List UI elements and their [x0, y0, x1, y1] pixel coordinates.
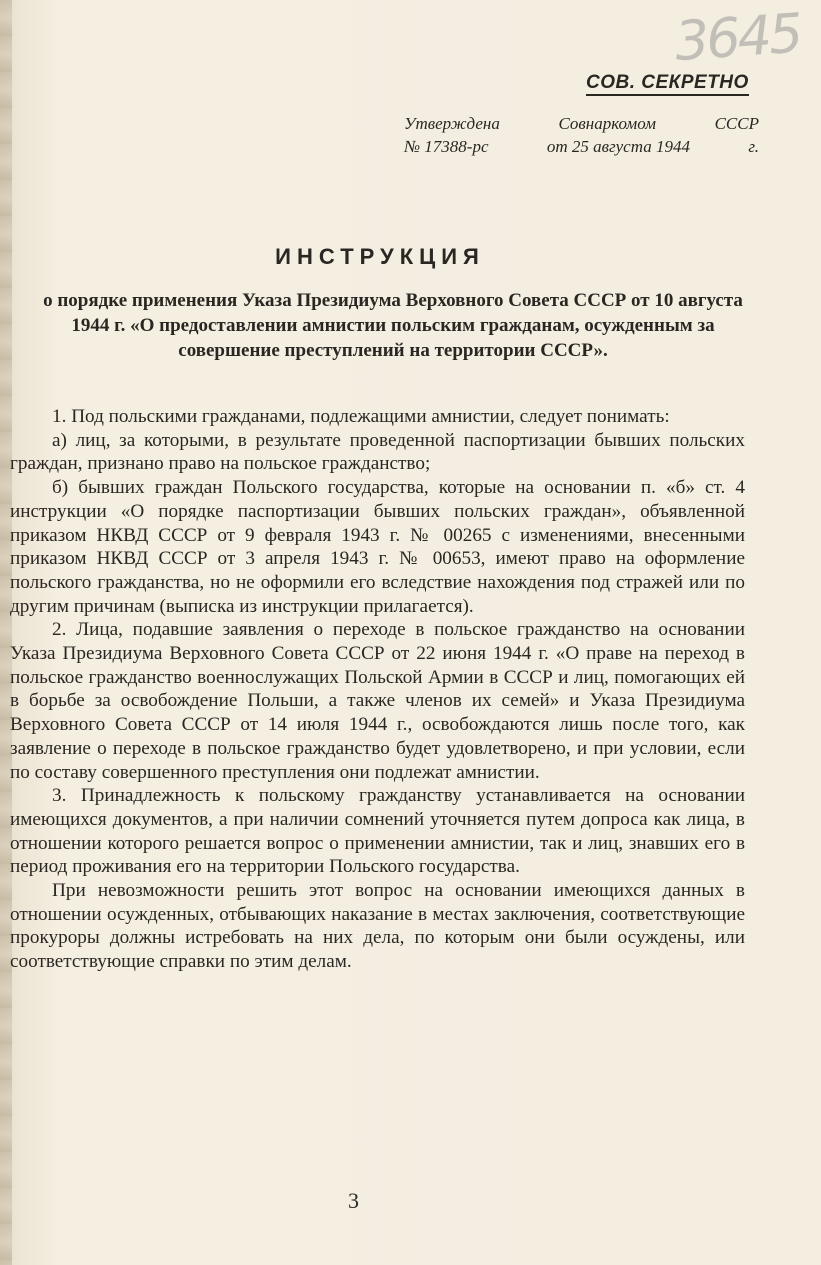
approval-year-suffix: г.: [748, 137, 759, 156]
document-title: ИНСТРУКЦИЯ: [275, 244, 485, 269]
handwritten-archive-number: 3645: [672, 1, 803, 74]
approval-word: Утверждена: [404, 114, 500, 133]
approval-number: № 17388-рс: [404, 137, 489, 156]
paragraph-2: 2. Лица, подавшие заявления о переходе в польское гражданство на основании Указа Президиума Верховного Совета СССР от 22 июня 1944 г. «О праве на переход в польское гражданство военнослужащих Польской Армии в СССР и лиц, помогающих ей в борьбе за освобождение Польши, а также членов их семей» и Указа Президиума Верховного Совета СССР от 14 июля 1944 г., освобождаются лишь после того, как заявление о переходе в польское гражданство будет удовлетворено, и при условии, если по составу совершенного преступления они подлежат амнистии.: [10, 619, 745, 783]
document-subtitle: о порядке применения Указа Президиума Верховного Совета СССР от 10 августа 1944 г. «О предоставлении амнистии польским гражданам, осужденным за совершение преступлений на территории СССР».: [43, 290, 743, 361]
approval-line-2: [404, 135, 759, 158]
page-number: 3: [348, 1188, 359, 1213]
classification-mark: СОВ. СЕКРЕТНО: [586, 72, 749, 96]
approval-body: Совнаркомом: [558, 114, 656, 133]
approval-date: от 25 августа 1944: [546, 137, 690, 156]
paragraph-1b: б) бывших граждан Польского государства, которые на основании п. «б» ст. 4 инструкции «О порядке паспортизации бывших польских граждан», объявленной приказом НКВД СССР от 9 февраля 1943 г. № 00265 с изменениями, внесенными приказом НКВД СССР от 3 апреля 1943 г. № 00653, имеют право на оформление польского гражданства, но не оформили его вследствие нахождения под стражей или по другим причинам (выписка из инструкции прилагается).: [10, 477, 745, 617]
paragraph-3: 3. Принадлежность к польскому гражданству устанавливается на основании имеющихся документов, а при наличии сомнений уточняется путем допроса как лица, в отношении которого решается вопрос о применении амнистии, так и лиц, знавших его в период проживания его на территории Польского государства.: [10, 785, 745, 878]
paragraph-3-continued: При невозможности решить этот вопрос на основании имеющихся данных в отношении осужденных, отбывающих наказание в местах заключения, соответствующие прокуроры должны истребовать на них дела, по которым они были осуждены, или соответствующие справки по этим делам.: [10, 880, 745, 973]
paragraph-1: 1. Под польскими гражданами, подлежащими амнистии, следует понимать:: [52, 406, 670, 427]
approval-note: [404, 112, 759, 158]
paragraph-1a: а) лиц, за которыми, в результате проведенной паспортизации бывших польских граждан, признано право на польское гражданство;: [10, 429, 745, 475]
approval-line-1: [404, 112, 759, 135]
approval-country: СССР: [714, 114, 759, 133]
document-body: [10, 405, 745, 974]
